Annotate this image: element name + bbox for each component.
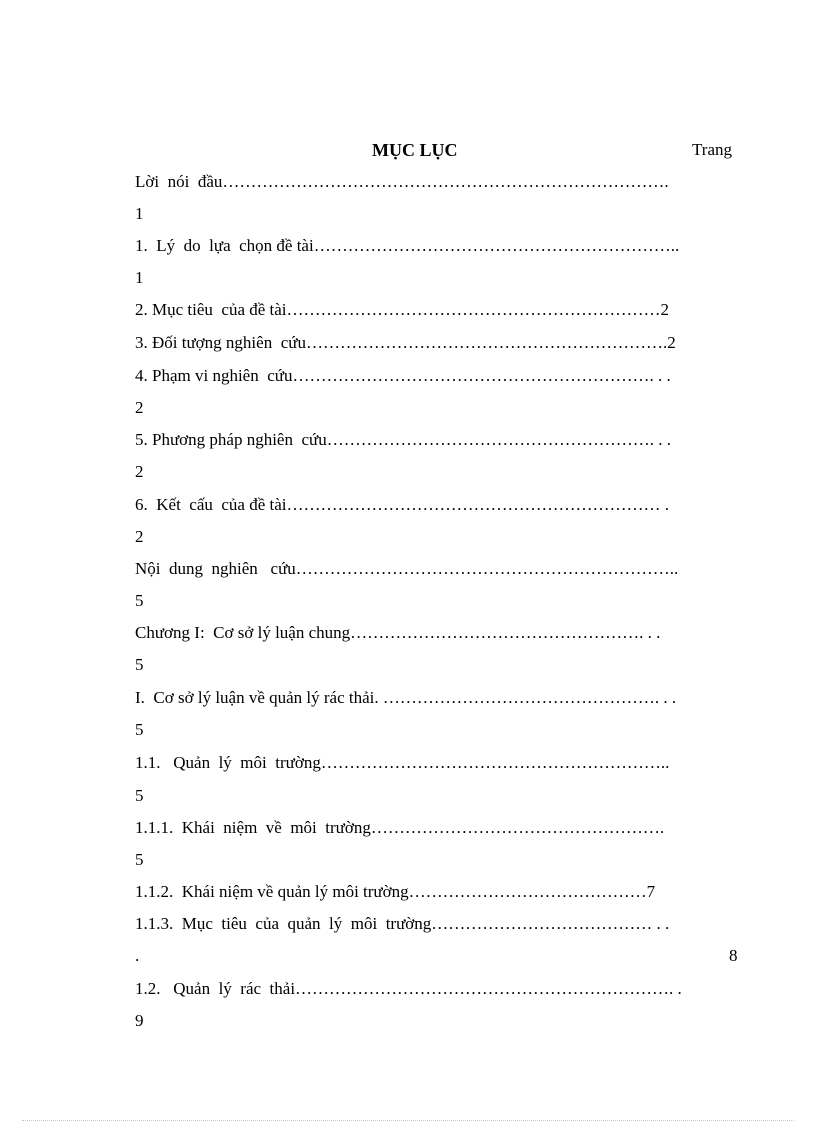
toc-entry-pham-vi: 4. Phạm vi nghiên cứu………………………………………………………. . . — [135, 366, 671, 385]
toc-entry-loi-noi-dau: Lời nói đầu……………………………………………………………………. — [135, 172, 669, 191]
toc-entry-1-2: 1.2. Quản lý rác thải…………………………………………………………. . — [135, 979, 682, 998]
toc-entry-chuong-1: Chương I: Cơ sở lý luận chung……………………………………………. . . — [135, 623, 661, 642]
toc-entry-phuong-phap: 5. Phương pháp nghiên cứu…………………………………………………. . . — [135, 430, 671, 449]
toc-page-number: 1 — [135, 268, 144, 287]
toc-entry-1-1-3: 1.1.3. Mục tiêu của quản lý môi trường………………………………… . . — [135, 914, 670, 933]
toc-entry-1-1-2: 1.1.2. Khái niệm về quản lý môi trường……………………………………7 — [135, 882, 656, 901]
toc-entry-1-1: 1.1. Quản lý môi trường…………………………………………………….. — [135, 753, 670, 772]
toc-title: MỤC LỤC — [372, 140, 458, 160]
toc-page-number: 9 — [135, 1011, 144, 1030]
toc-page-number: 8 — [729, 946, 738, 965]
toc-page-number: 1 — [135, 204, 144, 223]
toc-page-column-label: Trang — [692, 140, 732, 159]
toc-page-number: 2 — [135, 398, 144, 417]
toc-page-number: 5 — [135, 591, 144, 610]
toc-entry-ly-do: 1. Lý do lựa chọn đề tài……………………………………………………….. — [135, 236, 680, 255]
toc-entry-co-so-ly-luan: I. Cơ sở lý luận về quản lý rác thải. …………………………………………. . . — [135, 688, 677, 707]
toc-page-number: 5 — [135, 655, 144, 674]
toc-page-number: 2 — [135, 462, 144, 481]
toc-entry-muc-tieu: 2. Mục tiêu của đề tài…………………………………………………………2 — [135, 300, 670, 319]
toc-entry-1-1-1: 1.1.1. Khái niệm về môi trường……………………………………………. — [135, 818, 665, 837]
toc-page-number: 5 — [135, 850, 144, 869]
toc-entry-doi-tuong: 3. Đối tượng nghiên cứu……………………………………………………….2 — [135, 333, 676, 352]
page-bottom-rule — [22, 1120, 794, 1121]
toc-page-number: 2 — [135, 527, 144, 546]
toc-entry-noi-dung: Nội dung nghiên cứu………………………………………………………….. — [135, 559, 679, 578]
toc-page-number: 5 — [135, 720, 144, 739]
toc-page-number: 5 — [135, 786, 144, 805]
toc-entry-ket-cau: 6. Kết cấu của đề tài………………………………………………………… . — [135, 495, 670, 514]
toc-leader-continuation: . — [135, 946, 140, 965]
